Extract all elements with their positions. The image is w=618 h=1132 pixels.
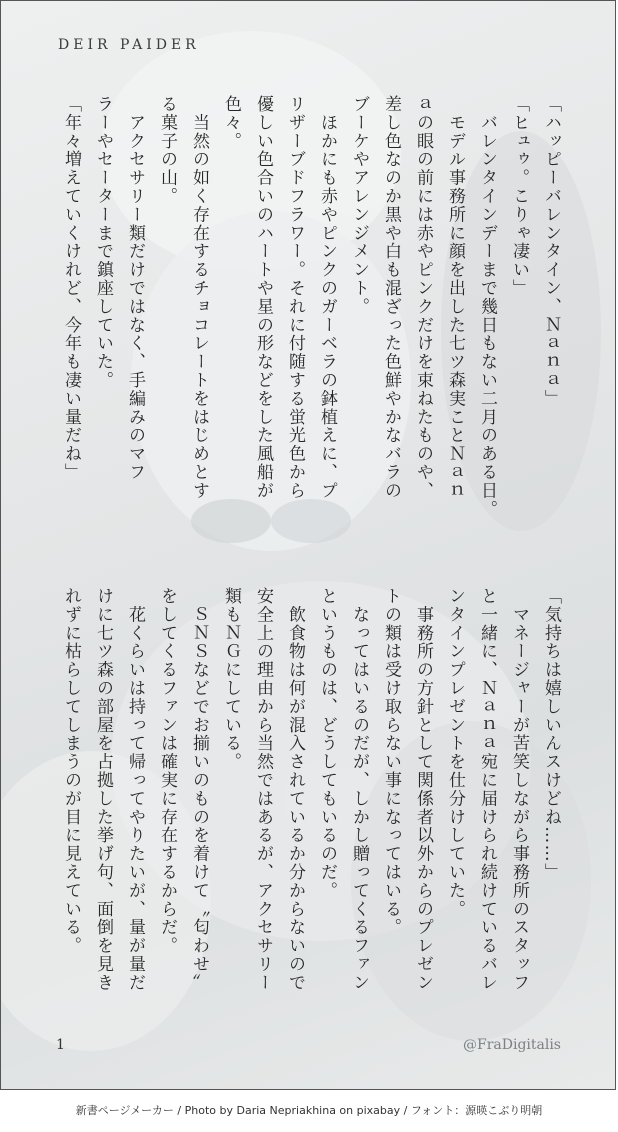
text-line: 飲食物は何が混入されているか分からないので — [285, 587, 305, 992]
text-line: けに七ツ森の部屋を占拠した挙げ句、面倒を見き — [93, 587, 113, 992]
text-line: アクセサリー類だけではなく、手編みのマフ — [125, 95, 145, 482]
running-header: DEIR PAIDER — [58, 37, 200, 53]
text-line: ンタインプレゼントを仕分けしていた。 — [445, 587, 465, 919]
text-line: ほかにも赤やピンクのガーベラの鉢植えに、プ — [317, 95, 337, 500]
text-line: と一緒に、Ｎａｎａ宛に届けられ続けているバレ — [477, 587, 497, 992]
text-line: ＳＮＳなどでお揃いのものを着けて〝匂わせ〟 — [189, 587, 209, 992]
page-number: 1 — [56, 1037, 65, 1053]
text-line: マネージャーが苦笑しながら事務所のスタッフ — [509, 587, 529, 992]
text-line: 「ハッピーバレンタイン、Ｎａｎａ」 — [541, 95, 561, 408]
text-line: リザーブドフラワー。それに付随する蛍光色から — [285, 95, 305, 500]
text-line: をしてくるファンは確実に存在するからだ。 — [157, 587, 177, 955]
credits-footer: 新書ページメーカー / Photo by Daria Nepriakhina on pixabay / フォント：源暎こぶり明朝 — [75, 1104, 543, 1117]
text-line: ラーやセーターまで鎮座していた。 — [93, 95, 113, 390]
text-line: 優しい色合いのハートや星の形などをした風船が — [253, 95, 273, 500]
text-line: 「年々増えていくけれど、今年も凄い量だね」 — [61, 95, 81, 482]
text-line: ａの眼の前には赤やピンクだけを束ねたものや、 — [413, 95, 433, 500]
text-line: トの類は受け取らない事になってはいる。 — [381, 587, 401, 937]
bottom-text-block — [55, 587, 567, 1007]
text-line: バレンタインデーまで幾日もない二月のある日。 — [477, 95, 497, 519]
top-text-block — [55, 95, 567, 519]
text-line: 「ヒュゥ。こりゃ凄い」 — [509, 95, 529, 298]
text-line: 「気持ちは嬉しいんスけどね……」 — [541, 587, 561, 882]
text-line: 安全上の理由から当然ではあるが、アクセサリー — [253, 587, 273, 992]
text-line: ブーケやアレンジメント。 — [349, 95, 369, 316]
text-line: 差し色なのか黒や白も混ざった色鮮やかなバラの — [381, 95, 401, 500]
author-handle: @FraDigitalis — [462, 1037, 561, 1053]
text-line: れずに枯らしてしまうのが目に見えている。 — [61, 587, 81, 955]
text-line: なってはいるのだが、しかし贈ってくるファン — [349, 587, 369, 992]
text-line: というものは、どうしてもいるのだ。 — [317, 587, 337, 900]
text-line: 色々。 — [221, 95, 241, 151]
text-line: 事務所の方針として関係者以外からのプレゼン — [413, 587, 433, 992]
text-line: 花くらいは持って帰ってやりたいが、量が量だ — [125, 587, 145, 992]
text-line: 類もＮＧにしている。 — [221, 587, 241, 771]
text-line: る菓子の山。 — [157, 95, 177, 206]
text-line: 当然の如く存在するチョコレートをはじめとす — [189, 95, 209, 500]
text-line: モデル事務所に顔を出した七ツ森実ことＮａｎ — [445, 95, 465, 500]
